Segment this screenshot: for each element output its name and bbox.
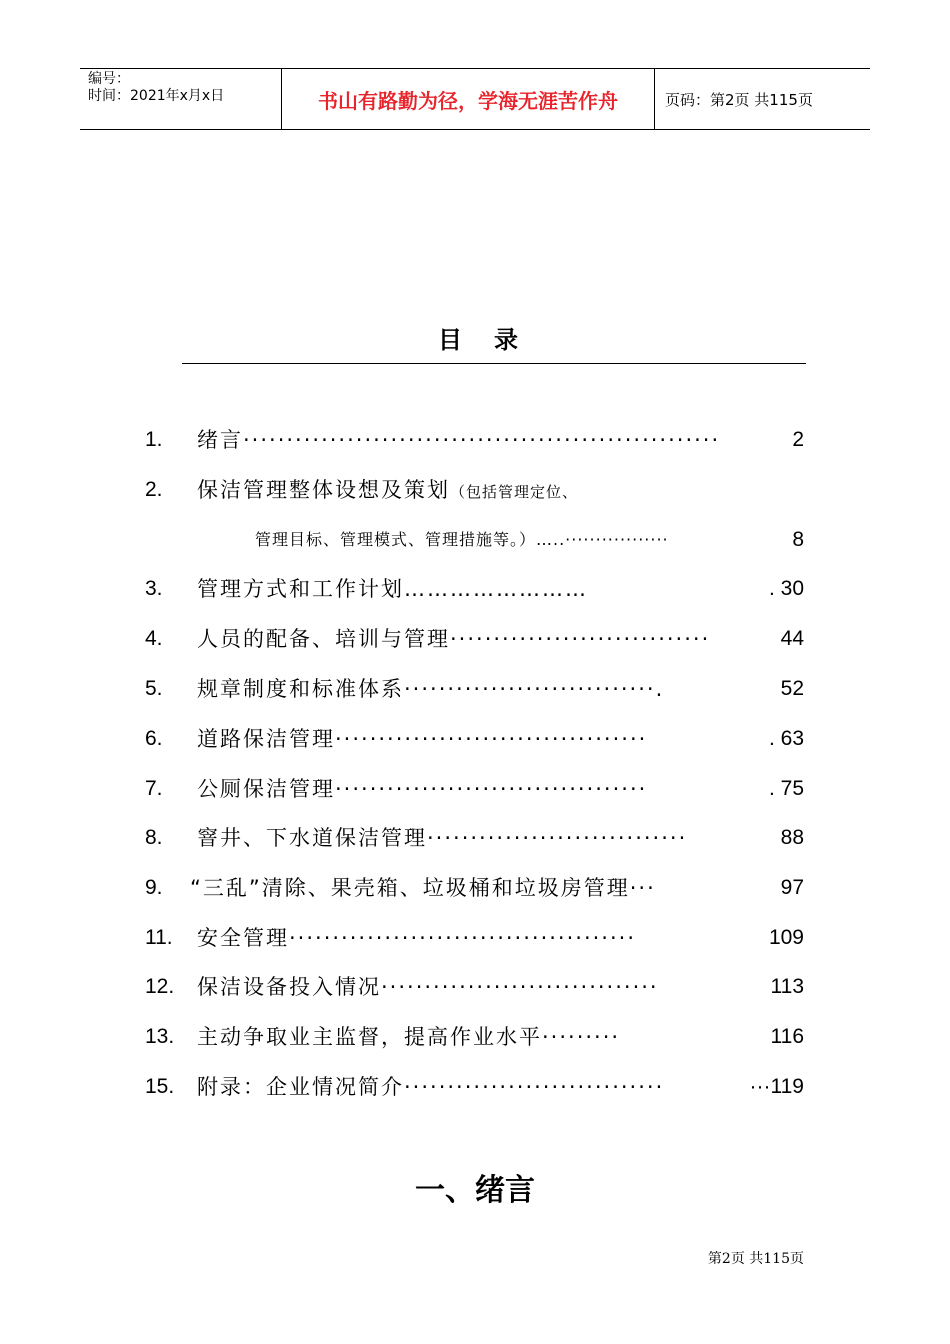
toc-entry[interactable] (0, 1072, 950, 1102)
toc-entry-continuation[interactable] (0, 525, 950, 555)
toc-entry-text: 人员的配备、培训与管理······························ (197, 627, 711, 651)
toc-entry-text: 主动争取业主监督，提高作业水平········· (197, 1025, 621, 1049)
toc-entry-text: 保洁设备投入情况································ (197, 975, 659, 999)
toc-entry-page: 97 (780, 876, 804, 899)
toc-divider (182, 363, 806, 364)
toc-entry-number: 13. (145, 1025, 175, 1048)
toc-entry-text: 公厕保洁管理···································· (197, 777, 648, 801)
toc-entry-page: 8 (792, 528, 804, 551)
toc-entry[interactable] (0, 425, 950, 455)
toc-entry-text: 附录：企业情况简介······························ (197, 1075, 665, 1099)
toc-entry-text: 窨井、下水道保洁管理······························ (197, 826, 688, 850)
toc-entry-text (197, 475, 578, 507)
toc-entry[interactable] (0, 724, 950, 754)
section-heading-text: 一、绪言 (415, 1173, 535, 1208)
page-footer: 第2页 共115页 (707, 1251, 804, 1267)
toc-entry-page: 2 (792, 428, 804, 451)
toc-entry[interactable] (0, 923, 950, 953)
toc-entry-number: 1. (145, 428, 163, 451)
toc-entry[interactable] (0, 574, 950, 604)
toc-entry-number: 2. (145, 478, 163, 501)
toc-entry-page: 52 (780, 677, 804, 700)
toc-entry[interactable] (0, 475, 950, 505)
toc-entry[interactable] (0, 1022, 950, 1052)
toc-entry-text: 绪言······················································· (197, 428, 721, 452)
toc-entry-number: 8. (145, 826, 163, 849)
header-motto: 书山有路勤为径，学海无涯苦作舟 (282, 69, 655, 129)
header-meta-cell (80, 69, 282, 129)
toc-entry-number: 5. (145, 677, 163, 700)
toc-entry-number: 15. (145, 1075, 175, 1098)
toc-entry-text: 管理目标、管理模式、管理措施等。）…..················· (255, 530, 669, 549)
toc-entry-page: 44 (780, 627, 804, 650)
toc-entry[interactable] (0, 624, 950, 654)
toc-entry[interactable] (0, 873, 950, 903)
toc-entry-page: 88 (780, 826, 804, 849)
toc-entry-number: 7. (145, 777, 163, 800)
toc-entry-number: 3. (145, 577, 163, 600)
toc-entry-note: （包括管理定位、 (450, 483, 579, 501)
page-header-table (80, 68, 870, 130)
toc-entry-page: 113 (770, 975, 804, 998)
toc-entry-text: 规章制度和标准体系·····························. (197, 677, 665, 701)
section-heading (0, 1165, 950, 1209)
toc-entry-number: 11. (145, 926, 173, 949)
header-page-info: 页码：第2页 共115页 (665, 90, 813, 109)
toc-entry-page: . 75 (768, 777, 804, 800)
toc-entry-text: 安全管理········································ (197, 926, 637, 950)
toc-entry-page: ···119 (749, 1075, 804, 1098)
header-number-label: 编号： (88, 71, 130, 87)
toc-entry[interactable] (0, 972, 950, 1002)
toc-entry[interactable] (0, 674, 950, 704)
toc-entry-number: 9. (145, 876, 163, 899)
toc-entry-number: 4. (145, 627, 163, 650)
toc-entry-number: 6. (145, 727, 163, 750)
toc-entry[interactable] (0, 774, 950, 804)
toc-entry-text: “三乱”清除、果壳箱、垃圾桶和垃圾房管理··· (190, 876, 656, 900)
toc-entry-text: 管理方式和工作计划…………………… (197, 577, 588, 601)
header-time-label: 时间：2021年x月x日 (88, 88, 225, 104)
toc-entry[interactable] (0, 823, 950, 853)
toc-entry-page: . 30 (768, 577, 804, 600)
toc-entry-page: 109 (768, 926, 804, 949)
toc-entry-page: 116 (770, 1025, 804, 1048)
toc-entry-text: 道路保洁管理···································· (197, 727, 648, 751)
toc-entry-number: 12. (145, 975, 175, 998)
toc-entry-main-text: 保洁管理整体设想及策划 (197, 478, 450, 502)
toc-title: 目录 (438, 326, 550, 354)
toc-entry-page: . 63 (768, 727, 804, 750)
